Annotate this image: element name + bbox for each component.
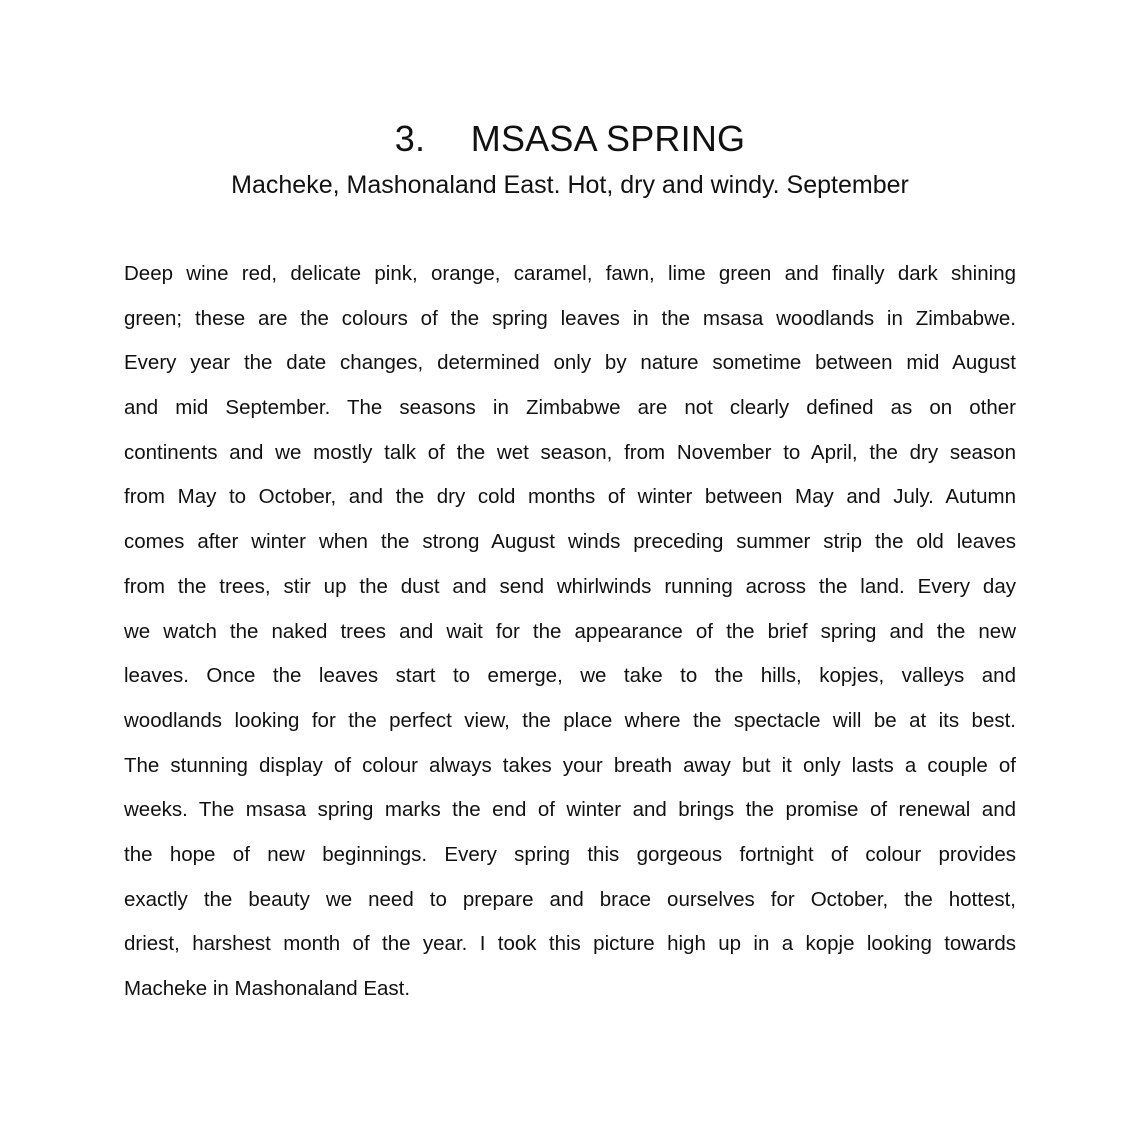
paragraph-line: Macheke in Mashonaland East. (124, 977, 411, 1000)
paragraph-line: Every year the date changes, determined only by nature sometime between mid August (124, 351, 1016, 375)
paragraph-line: driest, harshest month of the year. I took this picture high up in a kopje looking towards (124, 932, 1016, 956)
body-paragraph (124, 256, 1016, 1016)
chapter-number: 3. (394, 118, 426, 159)
paragraph-line: woodlands looking for the perfect view, the place where the spectacle will be at its best. (124, 708, 1016, 732)
chapter-heading (0, 116, 1140, 162)
paragraph-line: and mid September. The seasons in Zimbabwe are not clearly defined as on other (124, 396, 1016, 420)
paragraph-line: leaves. Once the leaves start to emerge, we take to the hills, kopjes, valleys and (124, 664, 1016, 688)
paragraph-line: from the trees, stir up the dust and send whirlwinds running across the land. Every day (124, 574, 1016, 598)
paragraph-line: comes after winter when the strong August winds preceding summer strip the old leaves (124, 530, 1016, 554)
paragraph-line: The stunning display of colour always takes your breath away but it only lasts a couple of (124, 753, 1016, 777)
paragraph-line: Deep wine red, delicate pink, orange, caramel, fawn, lime green and finally dark shining (124, 262, 1016, 285)
paragraph-line: weeks. The msasa spring marks the end of winter and brings the promise of renewal and (124, 798, 1016, 822)
paragraph-line: from May to October, and the dry cold months of winter between May and July. Autumn (124, 485, 1016, 509)
paragraph-line: we watch the naked trees and wait for the appearance of the brief spring and the new (124, 619, 1016, 643)
paragraph-line: green; these are the colours of the spring leaves in the msasa woodlands in Zimbabwe. (124, 306, 1016, 330)
chapter-title: MSASA SPRING (470, 118, 746, 159)
paragraph-line: exactly the beauty we need to prepare and brace ourselves for October, the hottest, (124, 887, 1016, 911)
paragraph-line: continents and we mostly talk of the wet season, from November to April, the dry season (124, 440, 1016, 464)
chapter-subtitle: Macheke, Mashonaland East. Hot, dry and windy. September (231, 171, 909, 199)
paragraph-line: the hope of new beginnings. Every spring this gorgeous fortnight of colour provides (124, 842, 1016, 866)
